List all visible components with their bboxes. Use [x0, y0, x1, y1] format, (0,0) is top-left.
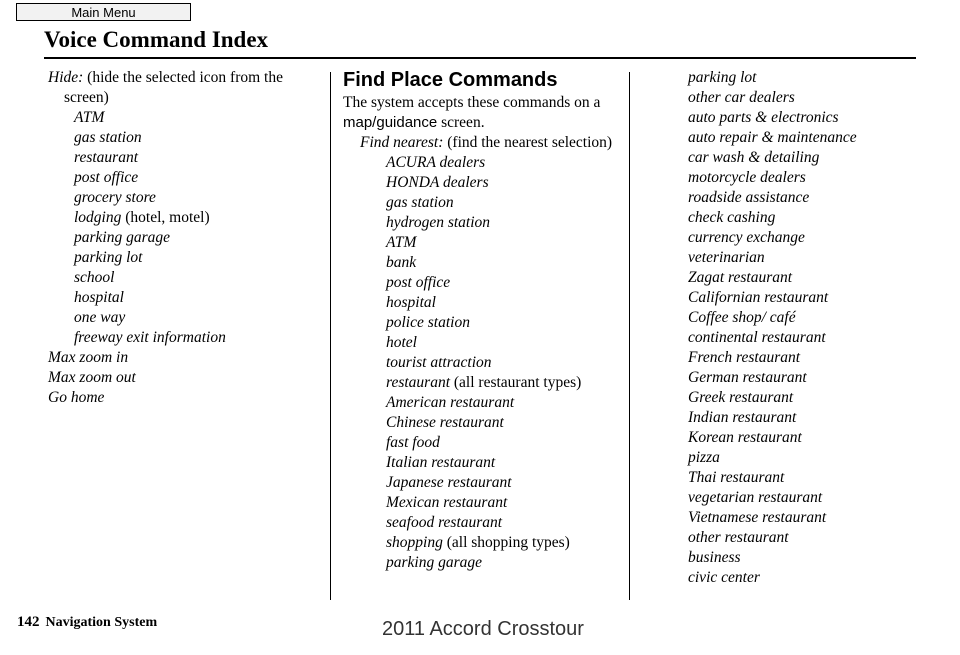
- list-item: post office: [74, 169, 139, 186]
- list-item: restaurant: [74, 149, 139, 166]
- hide-icon-list: [48, 108, 320, 348]
- list-item: Korean restaurant: [688, 429, 802, 446]
- command-item: Max zoom out: [48, 369, 136, 386]
- page-title: Voice Command Index: [44, 27, 269, 52]
- page-footer: [17, 614, 157, 631]
- list-item: gas station: [74, 129, 142, 146]
- main-menu-button[interactable]: Main Menu: [16, 3, 191, 21]
- title-rule: [44, 57, 916, 59]
- list-item: parking garage: [386, 554, 483, 571]
- list-item: hospital: [74, 289, 124, 306]
- footer-section-label: Navigation System: [45, 615, 158, 630]
- shopping-description: (all shopping types): [442, 534, 570, 551]
- list-item: check cashing: [688, 209, 776, 226]
- list-item: bank: [386, 254, 417, 271]
- lodging-description: (hotel, motel): [121, 209, 210, 226]
- command-item: Max zoom in: [48, 349, 129, 366]
- list-item: Thai restaurant: [688, 469, 785, 486]
- list-item: school: [74, 269, 115, 286]
- list-item: parking garage: [74, 229, 171, 246]
- list-item: Vietnamese restaurant: [688, 509, 827, 526]
- list-item: motorcycle dealers: [688, 169, 806, 186]
- list-item: roadside assistance: [688, 189, 810, 206]
- lodging-label: lodging: [74, 209, 122, 226]
- column-3: [688, 68, 928, 588]
- intro-text-end: screen.: [437, 114, 485, 131]
- restaurant-description: (all restaurant types): [450, 374, 582, 391]
- list-item: pizza: [688, 449, 720, 466]
- list-item: [343, 373, 623, 393]
- list-item: American restaurant: [386, 394, 515, 411]
- column-1: [48, 68, 320, 408]
- list-item: French restaurant: [688, 349, 801, 366]
- list-item: gas station: [386, 194, 454, 211]
- list-item: hydrogen station: [386, 214, 491, 231]
- list-item: business: [688, 549, 741, 566]
- list-item: German restaurant: [688, 369, 807, 386]
- list-item: [48, 208, 320, 228]
- watermark-text: 2011 Accord Crosstour: [382, 618, 584, 640]
- list-item: Zagat restaurant: [688, 269, 793, 286]
- list-item: vegetarian restaurant: [688, 489, 823, 506]
- list-item: seafood restaurant: [386, 514, 503, 531]
- list-item: auto parts & electronics: [688, 109, 839, 126]
- hide-command: [48, 68, 320, 108]
- list-item: currency exchange: [688, 229, 805, 246]
- list-item: Californian restaurant: [688, 289, 829, 306]
- list-item: other restaurant: [688, 529, 789, 546]
- hide-description: (hide the selected icon from the screen): [64, 69, 283, 106]
- hide-label: Hide:: [48, 69, 84, 86]
- page-number: 142: [17, 614, 40, 630]
- list-item: grocery store: [74, 189, 156, 206]
- list-item: ATM: [386, 234, 417, 251]
- list-item: continental restaurant: [688, 329, 826, 346]
- list-item: civic center: [688, 569, 760, 586]
- list-item: parking lot: [688, 69, 757, 86]
- list-item: one way: [74, 309, 126, 326]
- section-intro: [343, 93, 623, 133]
- list-item: veterinarian: [688, 249, 765, 266]
- restaurant-label: restaurant: [386, 374, 451, 391]
- list-item: Italian restaurant: [386, 454, 496, 471]
- list-item: police station: [386, 314, 470, 331]
- list-item: other car dealers: [688, 89, 795, 106]
- column-divider: [330, 72, 331, 600]
- intro-text: The system accepts these commands on a: [343, 94, 601, 111]
- list-item: hotel: [386, 334, 417, 351]
- column-2: [343, 68, 623, 573]
- list-item: Coffee shop/ café: [688, 309, 796, 326]
- list-item: tourist attraction: [386, 354, 492, 371]
- list-item: freeway exit information: [74, 329, 226, 346]
- shopping-label: shopping: [386, 534, 443, 551]
- find-nearest-command: [343, 133, 623, 153]
- list-item: auto repair & maintenance: [688, 129, 857, 146]
- column-divider: [629, 72, 630, 600]
- command-item: Go home: [48, 389, 105, 406]
- list-item: [343, 533, 623, 553]
- find-nearest-label: Find nearest:: [360, 134, 444, 151]
- list-item: parking lot: [74, 249, 143, 266]
- list-item: ACURA dealers: [386, 154, 486, 171]
- list-item: fast food: [386, 434, 440, 451]
- list-item: post office: [386, 274, 451, 291]
- list-item: ATM: [74, 109, 105, 126]
- list-item: Indian restaurant: [688, 409, 797, 426]
- list-item: car wash & detailing: [688, 149, 820, 166]
- list-item: Greek restaurant: [688, 389, 794, 406]
- section-heading: Find Place Commands: [343, 69, 558, 91]
- list-item: Mexican restaurant: [386, 494, 508, 511]
- list-item: hospital: [386, 294, 436, 311]
- find-nearest-description: (find the nearest selection): [443, 134, 613, 151]
- intro-screen-name: map/guidance: [343, 114, 438, 131]
- list-item: HONDA dealers: [386, 174, 489, 191]
- list-item: Chinese restaurant: [386, 414, 504, 431]
- list-item: Japanese restaurant: [386, 474, 512, 491]
